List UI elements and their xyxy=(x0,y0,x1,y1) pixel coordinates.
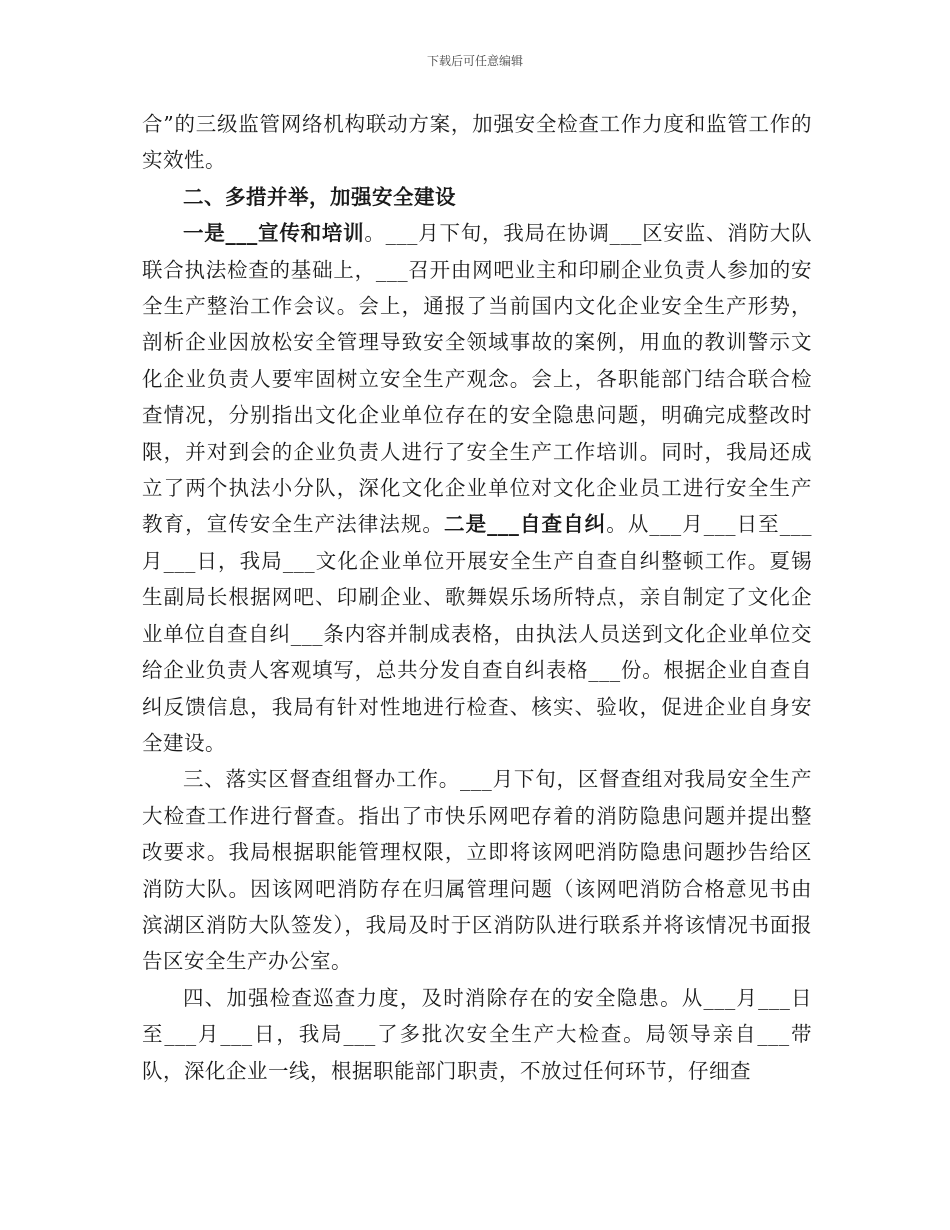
paragraph-text-2: 。从___月___日至___月___日，我局___文化企业单位开展安全生产自查自纠整顿工作。夏锡生副局长根据网吧、印刷企业、歌舞娱乐场所特点，亲自制定了文化企业单位自查自纠___条内容并制成表格，由执法人员送到文化企业单位交给企业负责人客观填写，总共分发自查自纠表格___份。根据企业自查自纠反馈信息，我局有针对性地进行检查、核实、验收，促进企业自身安全建设。 xyxy=(142,512,812,755)
document-body xyxy=(142,106,812,1089)
paragraph-publicity-training xyxy=(142,215,812,761)
paragraph-section-4: 四、加强检查巡查力度，及时消除存在的安全隐患。从___月___日至___月___日，我局___了多批次安全生产大检查。局领导亲自___带队，深化企业一线，根据职能部门职责，不放过任何环节，仔细查 xyxy=(142,985,812,1083)
bold-lead-2: 二是___自查自纠 xyxy=(444,512,607,537)
paragraph-text-1: 。___月下旬，我局在协调___区安监、消防大队联合执法检查的基础上，___召开由网吧业主和印刷企业负责人参加的安全生产整治工作会议。会上，通报了当前国内文化企业安全生产形势，剖析企业因放松安全管理导致安全领域事故的案例，用血的教训警示文化企业负责人要牢固树立安全生产观念。会上，各职能部门结合联合检查情况，分别指出文化企业单位存在的安全隐患问题，明确完成整改时限，并对到会的企业负责人进行了安全生产工作培训。同时，我局还成立了两个执法小分队，深化文化企业单位对文化企业员工进行安全生产教育，宣传安全生产法律法规。 xyxy=(142,221,813,537)
paragraph-continuation: 合”的三级监管网络机构联动方案，加强安全检查工作力度和监管工作的实效性。 xyxy=(142,112,812,173)
section-heading-2: 二、多措并举，加强安全建设 xyxy=(183,184,456,209)
paragraph-section-3: 三、落实区督查组督办工作。___月下旬，区督查组对我局安全生产大检查工作进行督查。指出了市快乐网吧存着的消防隐患问题并提出整改要求。我局根据职能管理权限，立即将该网吧消防隐患问题抄告给区消防大队。因该网吧消防存在归属管理问题（该网吧消防合格意见书由滨湖区消防大队签发），我局及时于区消防队进行联系并将该情况书面报告区安全生产办公室。 xyxy=(142,767,812,974)
page-header: 下载后可任意编辑 xyxy=(426,54,523,68)
bold-lead-1: 一是___宣传和培训 xyxy=(183,221,365,246)
